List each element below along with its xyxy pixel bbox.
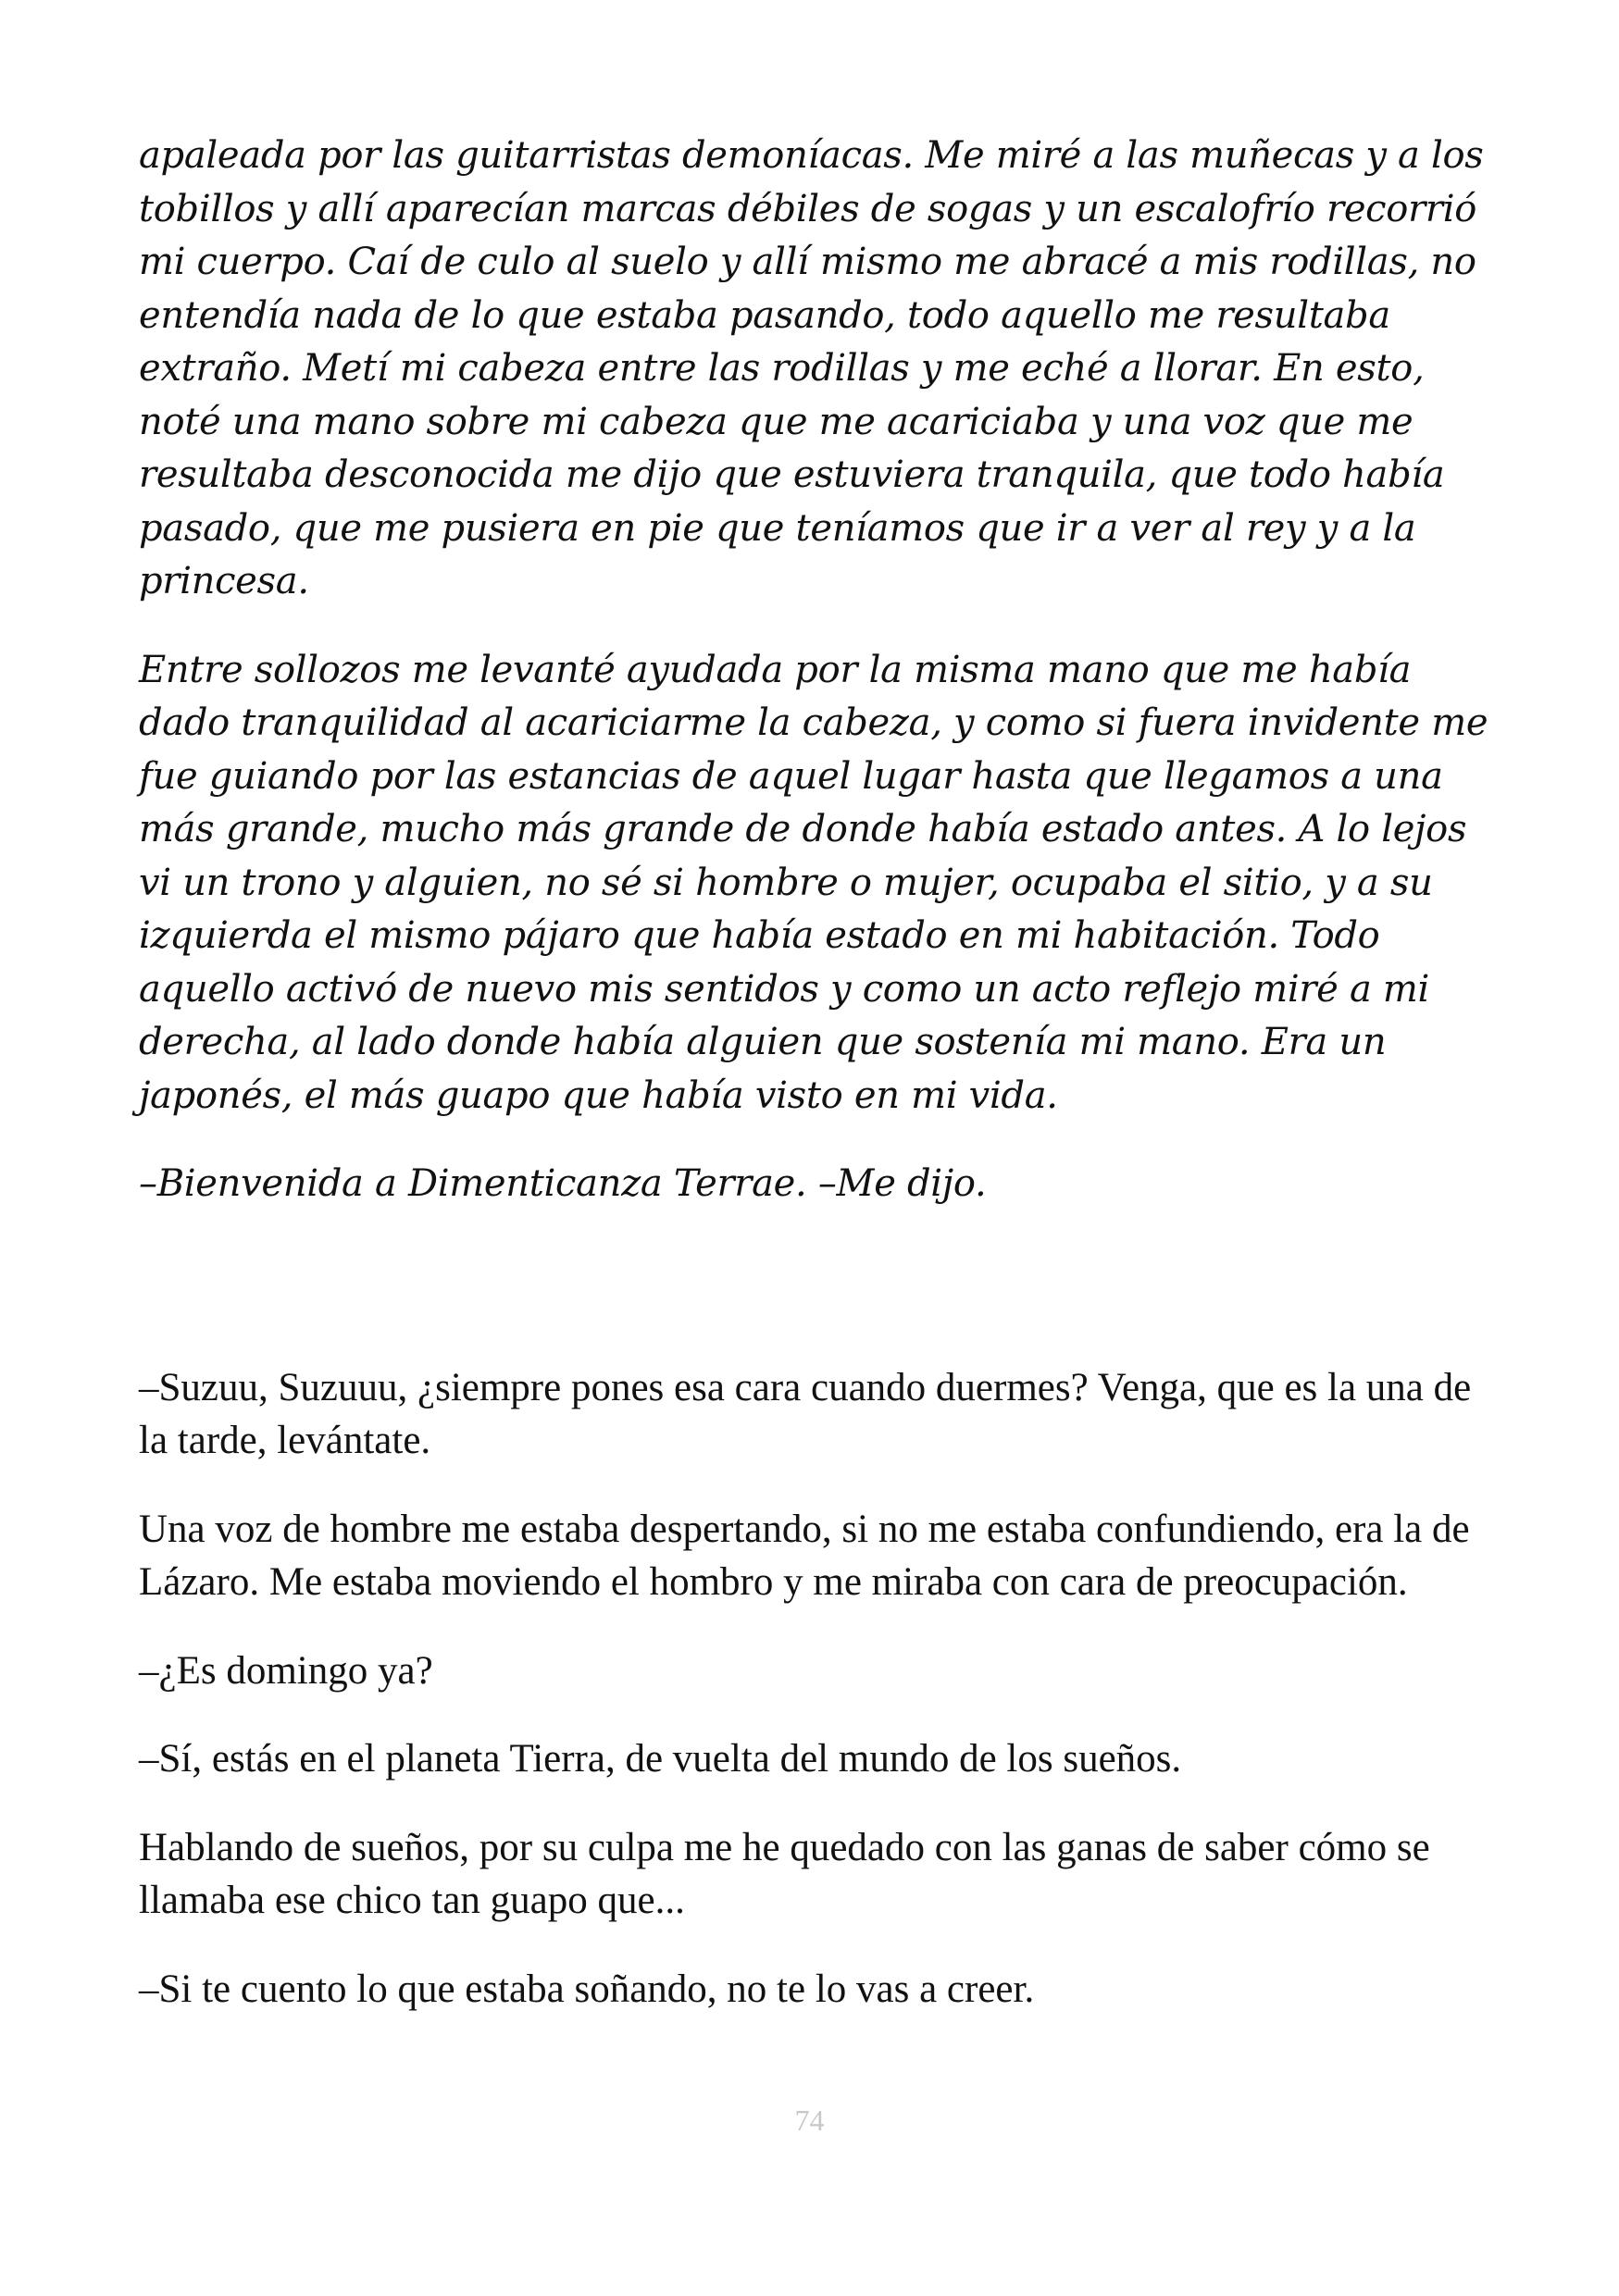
narrative-paragraph: apaleada por las guitarristas demoníacas. Me miré a las muñecas y a los tobillos y allí aparecían marcas débiles de sogas y un escalofrío recorrió mi cuerpo. Caí de culo al suelo y allí mismo me abracé a mis rodillas, no entendía nada de lo que estaba pasando, todo aquello me resultaba extraño. Metí mi cabeza entre las rodillas y me eché a llorar. En esto, noté una mano sobre mi cabeza que me acariciaba y una voz que me resultaba desconocida me dijo que estuviera tranquila, que todo había pasado, que me pusiera en pie que teníamos que ir a ver al rey y a la princesa. (139, 134, 1484, 602)
dream-section (139, 130, 1509, 1211)
waking-section (139, 1361, 1509, 2017)
page-number: 74 (794, 2104, 825, 2137)
dialogue-line: –Bienvenida a Dimenticanza Terrae. –Me dijo. (139, 1162, 987, 1205)
dialogue-line: –¿Es domingo ya? (139, 1648, 433, 1693)
page-body (139, 130, 1509, 2016)
narrative-paragraph: Una voz de hombre me estaba despertando, si no me estaba confundiendo, era la de Lázaro. Me estaba moviendo el hombro y me miraba con cara de preocupación. (139, 1507, 1470, 1604)
dialogue-line: –Suzuu, Suzuuu, ¿siempre pones esa cara cuando duermes? Venga, que es la una de la tarde, levántate. (139, 1365, 1472, 1462)
dialogue-line: –Si te cuento lo que estaba soñando, no te lo vas a creer. (139, 1967, 1035, 2011)
dialogue-line: –Sí, estás en el planeta Tierra, de vuelta del mundo de los sueños. (139, 1737, 1182, 1781)
narrative-paragraph: Entre sollozos me levanté ayudada por la misma mano que me había dado tranquilidad al acariciarme la cabeza, y como si fuera invidente me fue guiando por las estancias de aquel lugar hasta que llegamos a una más grande, mucho más grande de donde había estado antes. A lo lejos vi un trono y alguien, no sé si hombre o mujer, ocupaba el sitio, y a su izquierda el mismo pájaro que había estado en mi habitación. Todo aquello activó de nuevo mis sentidos y como un acto reflejo miré a mi derecha, al lado donde había alguien que sostenía mi mano. Era un japonés, el más guapo que había visto en mi vida. (139, 648, 1488, 1117)
narrative-paragraph: Hablando de sueños, por su culpa me he quedado con las ganas de saber cómo se llamaba ese chico tan guapo que... (139, 1825, 1430, 1922)
